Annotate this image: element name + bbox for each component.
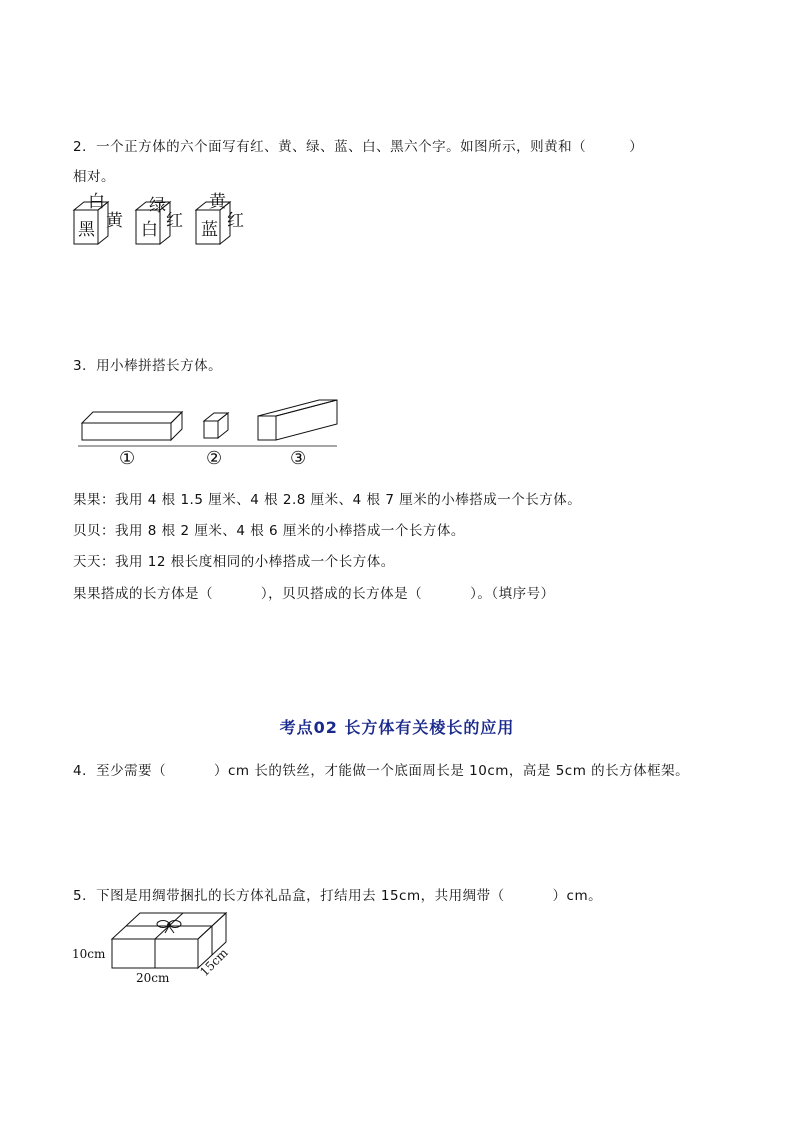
cube-3-front-char: 蓝 bbox=[201, 220, 218, 240]
cube-1-top-char: 白 bbox=[88, 192, 105, 212]
cuboid-2-label: ② bbox=[206, 448, 223, 469]
q5-width-label: 15cm bbox=[197, 945, 231, 980]
cube-3-side-char: 红 bbox=[227, 211, 244, 231]
cuboid-1 bbox=[82, 412, 182, 440]
cube-1-side-char: 黄 bbox=[106, 211, 123, 231]
q2-cubes-figure bbox=[70, 190, 250, 252]
bow-icon bbox=[157, 921, 181, 934]
cube-1-front-char: 黑 bbox=[78, 220, 95, 240]
cube-3-top-char: 黄 bbox=[209, 192, 226, 212]
cube-2-front-char: 白 bbox=[141, 220, 158, 240]
q3-question: 果果搭成的长方体是（ ），贝贝搭成的长方体是（ ）。（填序号） bbox=[73, 586, 555, 602]
q5-gift-box-figure bbox=[70, 908, 240, 988]
cube-2-top-char: 绿 bbox=[149, 196, 166, 216]
cube-2 bbox=[136, 196, 183, 244]
q2-text-line2: 相对。 bbox=[73, 169, 115, 185]
cuboid-3 bbox=[258, 400, 337, 440]
q5-text: 5．下图是用绸带捆扎的长方体礼品盒，打结用去 15cm，共用绸带（ ）cm。 bbox=[73, 888, 603, 904]
section-heading: 考点02 长方体有关棱长的应用 bbox=[279, 718, 515, 737]
q3-beibei-statement: 贝贝：我用 8 根 2 厘米、4 根 6 厘米的小棒搭成一个长方体。 bbox=[73, 523, 465, 539]
cuboid-2 bbox=[204, 413, 228, 438]
cuboid-1-label: ① bbox=[119, 448, 136, 469]
q3-tiantian-statement: 天天：我用 12 根长度相同的小棒搭成一个长方体。 bbox=[73, 554, 395, 570]
q2-text-line1: 2．一个正方体的六个面写有红、黄、绿、蓝、白、黑六个字。如图所示，则黄和（ ） bbox=[73, 139, 644, 155]
q5-length-label: 20cm bbox=[136, 971, 170, 985]
cuboid-3-label: ③ bbox=[290, 448, 307, 469]
cube-3 bbox=[196, 192, 244, 244]
q3-guoguo-statement: 果果：我用 4 根 1.5 厘米、4 根 2.8 厘米、4 根 7 厘米的小棒搭成一个长方体。 bbox=[73, 492, 582, 508]
q5-height-label: 10cm bbox=[72, 947, 106, 961]
q4-text: 4．至少需要（ ）cm 长的铁丝，才能做一个底面周长是 10cm，高是 5cm 的长方体框架。 bbox=[73, 763, 690, 779]
q3-intro: 3．用小棒拼搭长方体。 bbox=[73, 358, 223, 374]
q3-cuboids-figure bbox=[75, 396, 345, 468]
cube-2-side-char: 红 bbox=[166, 211, 183, 231]
cube-1 bbox=[74, 192, 124, 244]
